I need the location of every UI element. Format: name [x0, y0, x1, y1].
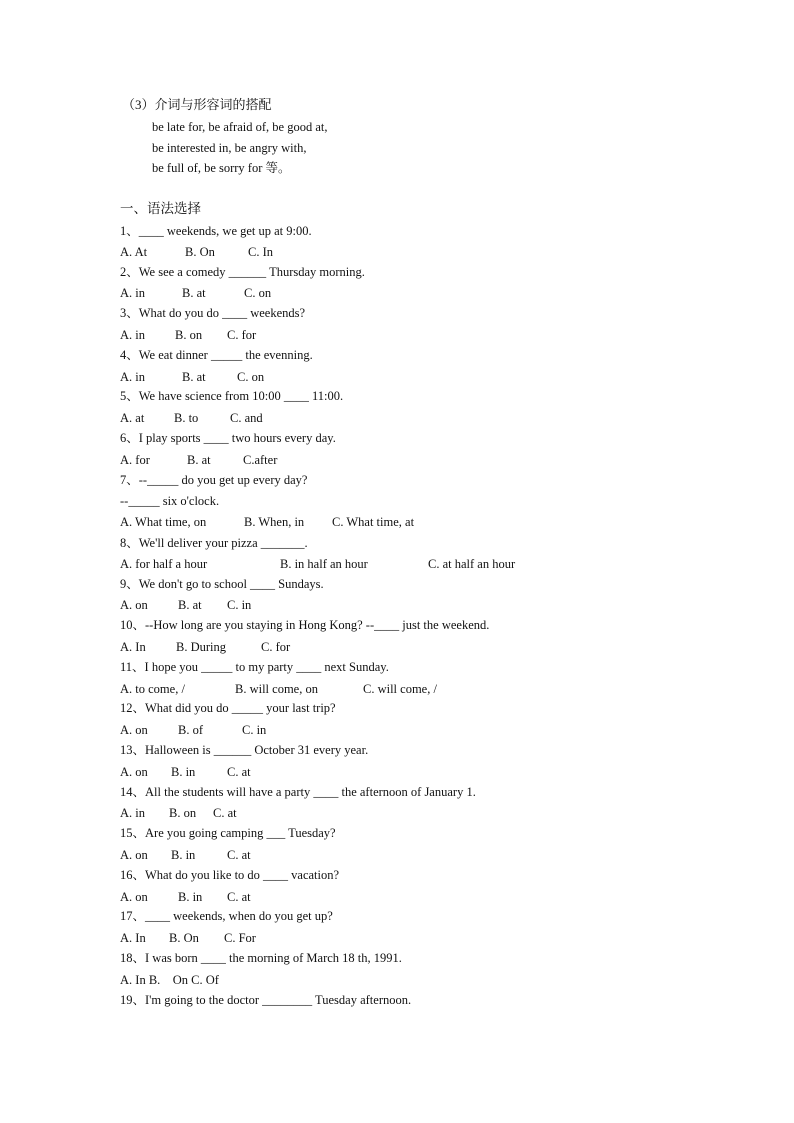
question-12: 12、What did you do _____ your last trip? [120, 701, 336, 715]
option-b: B. on [169, 806, 197, 820]
option-b: B. at [182, 286, 206, 300]
intro-line-1: be late for, be afraid of, be good at, [152, 120, 328, 134]
intro-title: （3）介词与形容词的搭配 [122, 97, 272, 112]
question-18: 18、I was born ____ the morning of March 18 th, 1991. [120, 951, 402, 965]
option-b: B. During [176, 640, 226, 654]
option-a: A. in [120, 806, 145, 820]
option-a: A. At [120, 245, 148, 259]
option-c: C. on [244, 286, 272, 300]
option-a: A. on [120, 890, 148, 904]
question-7-reply: --_____ six o'clock. [120, 494, 220, 508]
option-b: B. to [174, 411, 199, 425]
option-b: B. On [169, 931, 199, 945]
question-10: 10、--How long are you staying in Hong Kong? --____ just the weekend. [120, 618, 490, 632]
question-14: 14、All the students will have a party ____ the afternoon of January 1. [120, 785, 476, 799]
question-3: 3、What do you do ____ weekends? [120, 306, 306, 320]
option-a: A. on [120, 723, 148, 737]
question-16: 16、What do you like to do ____ vacation? [120, 868, 340, 882]
option-b: B. in half an hour [280, 557, 368, 571]
question-15: 15、Are you going camping ___ Tuesday? [120, 826, 336, 840]
option-c: C. For [224, 931, 256, 945]
option-c: C. in [242, 723, 267, 737]
question-17: 17、____ weekends, when do you get up? [120, 909, 333, 923]
option-a: A. in [120, 286, 145, 300]
question-6: 6、I play sports ____ two hours every day. [120, 431, 336, 445]
option-b: B. will come, on [235, 682, 318, 696]
option-c: C. at [227, 765, 251, 779]
option-a: A. on [120, 765, 148, 779]
option-c: C. at [227, 848, 251, 862]
question-5: 5、We have science from 10:00 ____ 11:00. [120, 389, 344, 403]
option-a: A. What time, on [120, 515, 207, 529]
option-c: C. In [248, 245, 273, 259]
option-c: C. and [230, 411, 263, 425]
option-a: A. for [120, 453, 150, 467]
option-a: A. In [120, 640, 146, 654]
option-c: C. will come, / [363, 682, 437, 696]
question-19: 19、I'm going to the doctor ________ Tuesday afternoon. [120, 993, 412, 1007]
option-a: A. for half a hour [120, 557, 208, 571]
option-a: A. on [120, 598, 148, 612]
question-8: 8、We'll deliver your pizza _______. [120, 536, 308, 550]
options-18: A. In B. On C. Of [120, 973, 219, 987]
question-9: 9、We don't go to school ____ Sundays. [120, 577, 324, 591]
option-c: C. for [261, 640, 291, 654]
question-7: 7、--_____ do you get up every day? [120, 473, 308, 487]
option-c: C. in [227, 598, 252, 612]
option-c: C. for [227, 328, 257, 342]
option-b: B. When, in [244, 515, 305, 529]
option-a: A. to come, / [120, 682, 185, 696]
option-b: B. at [182, 370, 206, 384]
option-b: B. in [178, 890, 203, 904]
option-b: B. at [187, 453, 211, 467]
option-c: C. on [237, 370, 265, 384]
option-b: B. at [178, 598, 202, 612]
question-13: 13、Halloween is ______ October 31 every year. [120, 743, 369, 757]
question-11: 11、I hope you _____ to my party ____ next Sunday. [120, 660, 389, 674]
question-2: 2、We see a comedy ______ Thursday morning. [120, 265, 365, 279]
option-c: C.after [243, 453, 278, 467]
option-a: A. on [120, 848, 148, 862]
option-b: B. On [185, 245, 215, 259]
option-c: C. What time, at [332, 515, 415, 529]
option-c: C. at [227, 890, 251, 904]
option-a: A. In [120, 931, 146, 945]
option-b: B. in [171, 765, 196, 779]
option-b: B. of [178, 723, 203, 737]
option-c: C. at half an hour [428, 557, 516, 571]
option-b: B. on [175, 328, 203, 342]
option-b: B. in [171, 848, 196, 862]
question-1: 1、____ weekends, we get up at 9:00. [120, 224, 312, 238]
option-a: A. in [120, 328, 145, 342]
question-4: 4、We eat dinner _____ the evenning. [120, 348, 313, 362]
section-title: 一、语法选择 [120, 201, 201, 216]
intro-line-3: be full of, be sorry for 等。 [152, 161, 291, 175]
option-c: C. at [213, 806, 237, 820]
option-a: A. in [120, 370, 145, 384]
intro-line-2: be interested in, be angry with, [152, 141, 307, 155]
option-a: A. at [120, 411, 145, 425]
